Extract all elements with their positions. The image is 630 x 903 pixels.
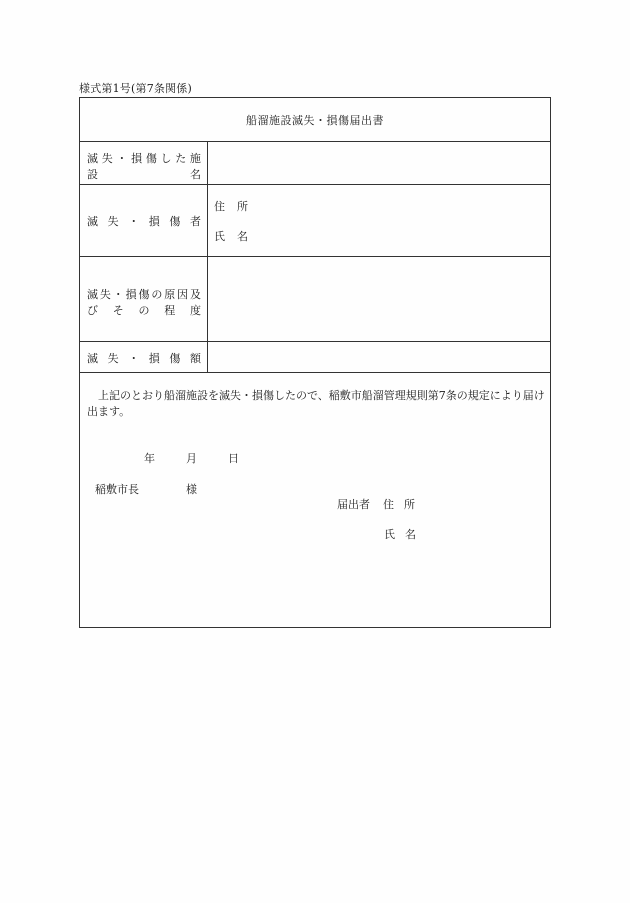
facility-name-label-line1: 滅 失 ・ 損 傷 し た 施 bbox=[87, 152, 201, 165]
name-label: 氏名 bbox=[214, 230, 260, 243]
form-number-caption: 様式第1号(第7条関係) bbox=[79, 82, 192, 95]
damage-amount-field[interactable] bbox=[208, 342, 550, 372]
cause-extent-label-line2: び そ の 程 度 bbox=[87, 304, 201, 317]
addressee: 稲敷市長 bbox=[95, 483, 139, 496]
facility-name-field[interactable] bbox=[208, 142, 550, 184]
notifier-label: 届出者 bbox=[337, 498, 370, 511]
damage-amount-label: 滅 失 ・ 損 傷 額 bbox=[87, 352, 201, 365]
cause-extent-label-line1: 滅 失 ・ 損 傷 の 原 因 及 bbox=[87, 288, 201, 301]
damaging-person-field[interactable] bbox=[208, 185, 550, 256]
facility-name-row bbox=[80, 142, 550, 185]
facility-name-label-line2: 設 名 bbox=[87, 168, 201, 181]
addressee-line bbox=[95, 481, 197, 497]
notifier-address-label: 住所 bbox=[383, 498, 425, 511]
notifier-address-line bbox=[337, 496, 425, 512]
cause-extent-row bbox=[80, 257, 550, 342]
address-label: 住所 bbox=[214, 200, 260, 213]
date-year: 年 bbox=[144, 452, 155, 465]
date-month: 月 bbox=[186, 452, 197, 465]
notification-form bbox=[79, 97, 551, 628]
damaging-person-label: 滅 失 ・ 損 傷 者 bbox=[87, 215, 201, 228]
facility-name-label-cell bbox=[80, 142, 208, 184]
declaration-text: 上記のとおり船溜施設を滅失・損傷したので、稲敷市船溜管理規則第7条の規定により届け出ます。 bbox=[87, 389, 545, 418]
damaging-person-label-cell bbox=[80, 185, 208, 256]
damaging-person-row bbox=[80, 185, 550, 257]
honorific: 様 bbox=[186, 483, 197, 496]
damage-amount-label-cell bbox=[80, 342, 208, 372]
form-title: 船溜施設滅失・損傷届出書 bbox=[246, 114, 384, 127]
cause-extent-label-cell bbox=[80, 257, 208, 341]
cause-extent-field[interactable] bbox=[208, 257, 550, 341]
form-title-row bbox=[80, 98, 550, 142]
notifier-name-label: 氏名 bbox=[384, 528, 426, 541]
damage-amount-row bbox=[80, 342, 550, 373]
date-day: 日 bbox=[228, 452, 239, 465]
date-line bbox=[144, 450, 239, 466]
